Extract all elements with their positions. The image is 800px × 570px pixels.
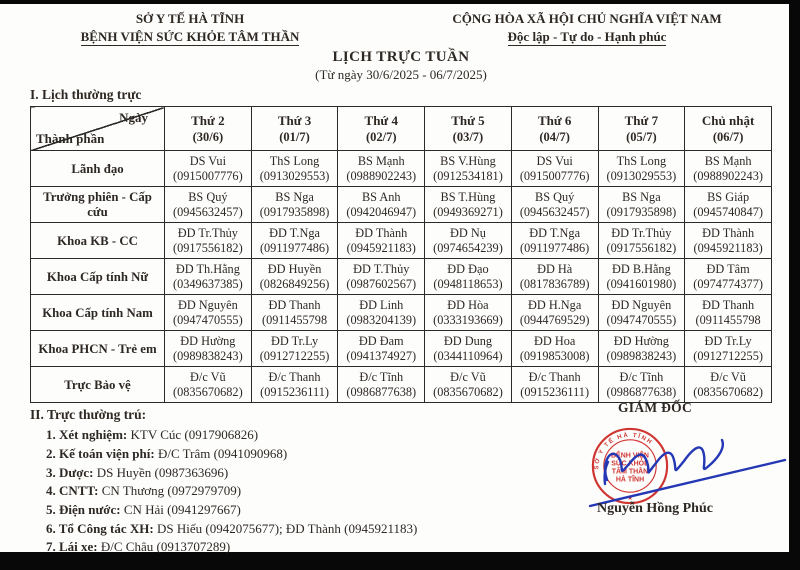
duty-cell [685,331,772,367]
duty-person-phone: (0826849256) [259,276,330,291]
standby-item [46,446,550,463]
national-title: CỘNG HÒA XÃ HỘI CHỦ NGHĨA VIỆT NAM [452,11,722,26]
schedule-header-row [31,107,772,151]
duty-cell [598,223,685,259]
column-header-day [338,107,425,151]
standby-label: 3. Dược: [46,464,94,480]
duty-person-name: ĐD Hường [180,334,236,349]
schedule-row [31,223,772,259]
corner-header-cell [31,107,165,151]
day-date: (01/7) [279,129,310,144]
standby-value: DS Huyền (0987363696) [96,464,229,480]
svg-text:SỨC KHỎE: SỨC KHỎE [611,460,649,468]
duty-cell [425,151,512,187]
signer-name: Nguyễn Hồng Phúc [597,501,713,516]
day-name: Thứ 4 [364,113,398,129]
duty-person-phone: (0945740847) [693,204,763,219]
column-header-day [685,107,772,151]
duty-person-phone: (0986877638) [346,384,417,399]
duty-cell [165,367,252,403]
duty-person-phone: (0917556182) [606,240,677,255]
duty-person-name: ĐD Tr.Thủy [611,226,672,241]
standby-item [46,539,550,556]
duty-person-phone: (0947470555) [606,312,677,327]
duty-person-phone: (0944769529) [519,312,590,327]
duty-person-name: ĐD Tr.Ly [704,334,752,349]
standby-label: 5. Điện nước: [46,501,121,517]
duty-person-phone: (0917935898) [606,204,677,219]
duty-cell [685,259,772,295]
svg-text:SỞ Y TẾ HÀ TĨNH: SỞ Y TẾ HÀ TĨNH [594,432,654,470]
duty-person-name: Đ/c Vũ [450,370,486,385]
duty-person-phone: (0915236111) [260,384,329,399]
schedule-row [31,187,772,223]
duty-person-phone: (0988902243) [693,168,763,183]
duty-cell [511,187,598,223]
duty-cell [165,187,252,223]
duty-person-name: ĐD Thành [355,226,408,241]
duty-person-name: ĐD Nguyên [611,298,672,313]
duty-person-name: BS V.Hùng [440,154,496,169]
day-name: Thứ 7 [624,113,659,129]
duty-cell [511,295,598,331]
schedule-row [31,331,772,367]
section1-heading: I. Lịch thường trực [30,87,142,103]
row-label: Khoa Cấp tính Nữ [31,259,165,295]
duty-person-name: ĐD Thành [702,226,755,241]
duty-cell [251,367,338,403]
duty-person-phone: (0948118653) [433,276,503,291]
duty-cell [598,331,685,367]
duty-cell [598,259,685,295]
duty-cell [251,259,338,295]
duty-person-phone: (0987602567) [346,276,417,291]
duty-cell [338,223,425,259]
duty-person-phone: (0349637385) [173,276,243,291]
schedule-row [31,151,772,187]
section2-heading: II. Trực thường trú: [30,407,147,423]
duty-person-phone: (0983204139) [346,312,417,327]
standby-item [46,465,550,482]
duty-person-name: Đ/c Thanh [528,370,581,385]
duty-person-name: ĐD H.Nga [528,298,582,313]
document-date-range: (Từ ngày 30/6/2025 - 06/7/2025) [315,67,487,83]
document-title: LỊCH TRỰC TUẦN [332,49,470,66]
duty-person-phone: (0835670682) [693,384,763,399]
day-name: Chủ nhật [701,113,755,129]
duty-person-name: ĐD Tâm [706,262,750,277]
duty-person-phone: (0945921183) [693,240,763,255]
duty-person-name: ĐD T.Nga [529,226,581,241]
duty-person-name: BS T.Hùng [440,190,496,205]
row-label: Trực Bảo vệ [31,367,165,403]
standby-label: 7. Lái xe: [46,539,98,555]
duty-cell [338,259,425,295]
duty-schedule-table [30,106,772,403]
duty-person-name: ĐD Hoa [534,334,576,349]
duty-cell [511,259,598,295]
duty-person-name: ĐD Tr.Thủy [177,226,238,241]
standby-label: 2. Kế toán viện phí: [46,446,155,462]
duty-person-name: BS Mạnh [704,154,752,169]
duty-cell [165,223,252,259]
duty-cell [251,187,338,223]
duty-cell [338,295,425,331]
duty-cell [598,151,685,187]
duty-cell [685,367,772,403]
standby-value: Đ/C Châu (0913707289) [100,539,231,555]
duty-person-name: ĐD Linh [359,298,404,313]
duty-cell [338,367,425,403]
scan-border-right [789,0,800,570]
duty-cell [165,295,252,331]
org-hospital-name: BỆNH VIỆN SỨC KHỎE TÂM THẦN [81,30,300,47]
national-motto-block [402,10,772,46]
standby-item [46,483,550,500]
duty-person-name: DS Vui [536,154,573,169]
column-header-day [511,107,598,151]
duty-cell [165,259,252,295]
duty-person-name: ĐD T.Nga [269,226,320,241]
duty-person-phone: (0986877638) [606,384,677,399]
standby-value: DS Hiếu (0942075677); ĐD Thành (0945921183) [156,520,418,536]
duty-person-phone: (0915007776) [173,168,243,183]
title-block [30,49,772,83]
duty-cell [511,367,598,403]
duty-cell [251,331,338,367]
duty-cell [511,151,598,187]
duty-cell [251,223,338,259]
duty-cell [598,367,685,403]
duty-person-phone: (0915236111) [520,384,590,399]
org-parent-name: SỞ Y TẾ HÀ TĨNH [135,11,245,26]
column-header-day [425,107,512,151]
duty-person-name: Đ/c Vũ [710,370,746,385]
duty-person-phone: (0344110964) [433,348,503,363]
duty-person-name: ĐD Đam [358,334,404,349]
standby-value: Đ/C Trâm (0941090968) [157,446,288,462]
duty-person-name: ThS Long [616,154,667,169]
day-date: (02/7) [365,129,397,144]
duty-person-name: BS Mạnh [357,154,405,169]
row-label: Trưởng phiên - Cấp cứu [31,187,165,223]
row-label: Lãnh đạo [31,151,165,187]
column-header-day [251,107,338,151]
duty-cell [598,295,685,331]
schedule-row [31,295,772,331]
duty-cell [685,151,772,187]
duty-cell [251,151,338,187]
duty-person-phone: (0912712255) [693,348,763,363]
duty-person-phone: (0988902243) [346,168,417,183]
duty-cell [685,295,772,331]
duty-person-name: ĐD Thanh [702,298,755,313]
standby-item [46,427,550,444]
duty-person-phone: (0333193669) [433,312,503,327]
day-name: Thứ 5 [451,113,485,129]
duty-person-phone: (0947470555) [173,312,243,327]
duty-cell [598,187,685,223]
duty-person-phone: (0835670682) [173,384,243,399]
duty-person-name: BS Quý [535,190,575,205]
duty-cell [425,295,512,331]
duty-cell [425,187,512,223]
duty-person-phone: (0917935898) [259,204,330,219]
duty-cell [425,367,512,403]
duty-cell [425,223,512,259]
duty-person-name: ĐD Hà [537,262,573,277]
duty-cell [338,331,425,367]
standby-label: 1. Xét nghiệm: [46,427,128,443]
standby-label: 4. CNTT: [46,483,99,499]
duty-person-name: ĐD Tr.Ly [270,334,319,349]
duty-cell [685,187,772,223]
standby-value: KTV Cúc (0917906826) [130,427,259,443]
duty-person-phone: (0911455798 [261,312,328,327]
duty-person-phone: (0912534181) [433,168,503,183]
duty-cell [165,151,252,187]
issuing-org-block [30,10,350,46]
duty-person-name: Đ/c Tĩnh [619,370,664,385]
duty-person-name: Đ/c Tĩnh [359,370,404,385]
duty-cell [425,331,512,367]
duty-person-name: BS Nga [275,190,314,205]
duty-person-name: ĐD Đạo [447,262,489,277]
day-date: (06/7) [712,129,744,144]
duty-person-name: BS Anh [361,190,401,205]
duty-person-name: ĐD Dung [443,334,493,349]
row-label: Khoa Cấp tính Nam [31,295,165,331]
duty-person-phone: (0941374927) [346,348,417,363]
duty-cell [165,331,252,367]
duty-person-phone: (0911455798 [695,312,761,327]
day-date: (05/7) [626,129,657,144]
day-date: (30/6) [192,129,224,144]
day-name: Thứ 6 [537,113,572,129]
day-name: Thứ 2 [191,113,225,129]
duty-person-phone: (0817836789) [519,276,590,291]
national-motto: Độc lập - Tự do - Hạnh phúc [508,30,667,47]
standby-item [46,502,550,519]
duty-person-name: Đ/c Vũ [190,370,226,385]
duty-person-phone: (0913029553) [606,168,677,183]
duty-person-phone: (0974654239) [433,240,503,255]
svg-text:BỆNH VIỆN: BỆNH VIỆN [611,452,649,460]
day-name: Thứ 3 [277,113,312,129]
duty-cell [685,223,772,259]
standby-value: CN Thương (0972979709) [101,483,242,499]
duty-person-phone: (0941601980) [606,276,677,291]
duty-person-name: ĐD Nụ [450,226,486,241]
svg-text:HÀ TĨNH: HÀ TĨNH [615,476,645,484]
duty-person-phone: (0942046947) [346,204,417,219]
duty-person-name: Đ/c Thanh [268,370,321,385]
duty-person-name: BS Quý [188,190,228,205]
duty-person-name: BS Giáp [707,190,750,205]
schedule-row [31,259,772,295]
day-date: (03/7) [452,129,484,144]
duty-person-phone: (0912712255) [259,348,330,363]
standby-label: 6. Tổ Công tác XH: [46,520,154,536]
duty-person-name: ĐD Hường [613,334,669,349]
duty-cell [338,151,425,187]
column-header-day [598,107,685,151]
column-header-day [165,107,252,151]
duty-person-phone: (0974774377) [693,276,763,291]
row-label: Khoa KB - CC [31,223,165,259]
scan-border-top [0,0,800,4]
row-label: Khoa PHCN - Trẻ em [31,331,165,367]
duty-person-name: ThS Long [269,154,320,169]
day-date: (04/7) [539,129,570,144]
standby-value: CN Hải (0941297667) [123,501,241,517]
duty-person-name: ĐD Huyền [267,262,322,277]
duty-cell [425,259,512,295]
duty-person-phone: (0945921183) [346,240,416,255]
duty-person-phone: (0911977486) [259,240,330,255]
duty-person-name: ĐD Thanh [268,298,321,313]
svg-text:TÂM THẦN: TÂM THẦN [611,468,649,476]
duty-person-phone: (0989838243) [606,348,677,363]
duty-person-phone: (0919853008) [519,348,590,363]
duty-person-phone: (0917556182) [173,240,243,255]
duty-person-phone: (0835670682) [433,384,503,399]
standby-item [46,521,550,538]
duty-person-phone: (0949369271) [433,204,503,219]
duty-person-name: ĐD Nguyên [177,298,238,313]
document-header [30,10,772,46]
corner-label-role: Thành phần [36,131,105,147]
duty-person-phone: (0945632457) [173,204,243,219]
duty-person-name: ĐD Hòa [447,298,489,313]
duty-person-phone: (0989838243) [173,348,243,363]
duty-person-name: ĐD Th.Hằng [175,262,240,277]
duty-person-phone: (0911977486) [520,240,590,255]
duty-person-phone: (0945632457) [519,204,590,219]
standby-list [30,427,550,555]
duty-person-name: ĐD T.Thủy [353,262,410,277]
duty-cell [511,331,598,367]
duty-cell [251,295,338,331]
signature-block [545,400,765,545]
duty-person-name: BS Nga [622,190,661,205]
duty-person-phone: (0913029553) [259,168,330,183]
schedule-row [31,367,772,403]
duty-cell [511,223,598,259]
duty-person-phone: (0915007776) [519,168,590,183]
signer-role: GIÁM ĐỐC [617,400,693,415]
corner-label-day: Ngày [119,110,148,126]
duty-person-name: DS Vui [189,154,226,169]
svg-text:★: ★ [627,495,633,503]
duty-person-name: ĐD B.Hằng [611,262,671,277]
duty-cell [338,187,425,223]
